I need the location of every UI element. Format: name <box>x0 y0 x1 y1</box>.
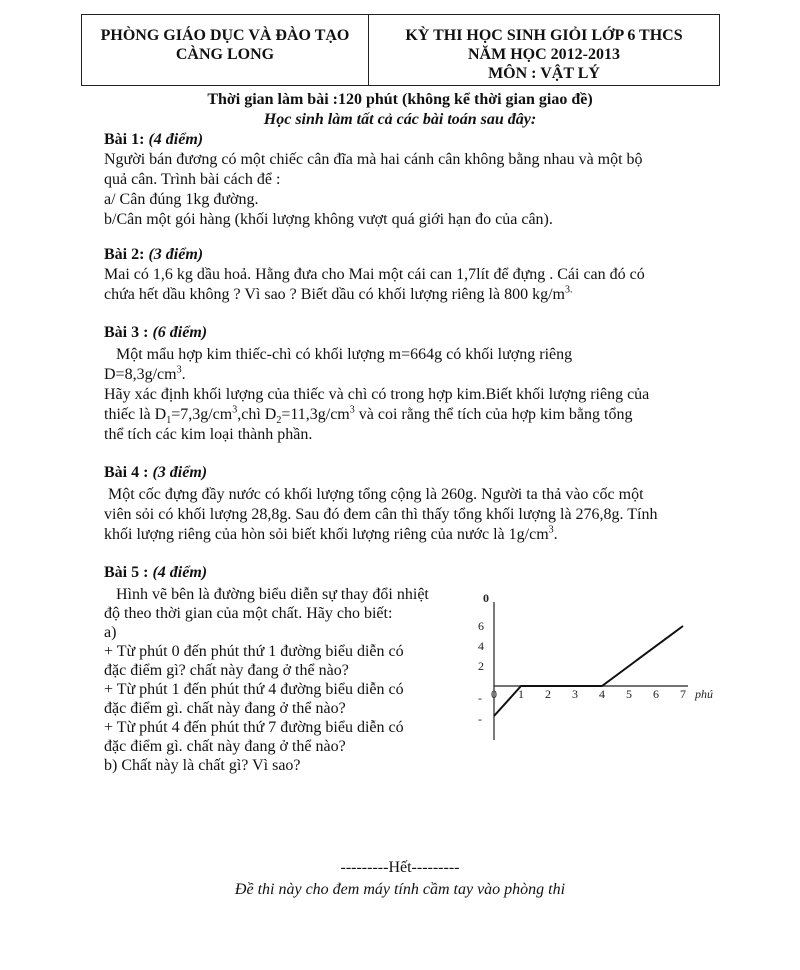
bai1-line: Người bán đương có một chiếc cân đĩa mà hai cánh cân không bằng nhau và một bộ <box>104 151 643 168</box>
bai5-heading <box>104 563 207 583</box>
bai3-text: ,chì D <box>237 406 277 423</box>
bai2-title: Bài 2: <box>104 246 145 263</box>
bai4-text: . <box>553 526 558 543</box>
bai5-line: a) <box>104 624 117 641</box>
superscript: 3 <box>548 524 554 536</box>
bai5-points: (4 điểm) <box>152 564 208 581</box>
instruction: Học sinh làm tất cả các bài toán sau đây: <box>263 111 537 128</box>
time-limit: Thời gian làm bài :120 phút (không kể thời gian giao đề) <box>207 91 593 108</box>
bai4-heading <box>104 463 207 483</box>
bai1-title: Bài 1: <box>104 131 145 148</box>
bai1-line: a/ Cân đúng 1kg đường. <box>104 191 259 208</box>
bai4-line: Một cốc đựng đầy nước có khối lượng tổng cộng là 260g. Người ta thả vào cốc một <box>104 486 644 503</box>
bai1-line: b/Cân một gói hàng (khối lượng không vượt quá giới hạn đo của cân). <box>104 211 553 228</box>
bai3-title: Bài 3 : <box>104 324 149 341</box>
bai2-line: Mai có 1,6 kg dầu hoả. Hằng đưa cho Mai một cái can 1,7lít để đựng . Cái can đó có <box>104 266 645 283</box>
end-marker: ---------Hết--------- <box>340 859 460 876</box>
header-right <box>369 15 719 85</box>
superscript: 3 <box>349 404 355 416</box>
temperature-line <box>494 626 683 716</box>
bai3-text: thiếc là D <box>104 406 167 423</box>
x-tick-label: 6 <box>653 687 659 701</box>
bai3-line <box>104 365 186 385</box>
y-tick-label: - <box>478 691 482 705</box>
bai2-points: (3 điểm) <box>148 246 204 263</box>
bai5-line: + Từ phút 4 đến phút thứ 7 đường biểu diễn có <box>104 719 404 736</box>
superscript: 3 <box>232 404 238 416</box>
y-axis-label: 0 <box>483 591 489 605</box>
bai3-heading <box>104 323 207 343</box>
bai4-points: (3 điểm) <box>152 464 208 481</box>
bai3-line: Một mẩu hợp kim thiếc-chì có khối lượng m=664g có khối lượng riêng <box>104 346 573 363</box>
bai1-line: quả cân. Trình bài cách để : <box>104 171 281 188</box>
x-tick-label: 4 <box>599 687 605 701</box>
bai3-text: =7,3g/cm <box>171 406 233 423</box>
bai3-line: Hãy xác định khối lượng của thiếc và chì có trong hợp kim.Biết khối lượng riêng của <box>104 386 650 403</box>
x-tick-label: 7 <box>680 687 686 701</box>
district-name: CÀNG LONG <box>175 46 275 63</box>
bai5-line: đặc điểm gì. chất này đang ở thể nào? <box>104 738 346 755</box>
x-tick-label: 3 <box>572 687 578 701</box>
x-axis-label: phú <box>695 687 713 701</box>
footer-note: Đề thi này cho đem máy tính cầm tay vào phòng thi <box>234 881 566 898</box>
bai2-text: chứa hết dầu không ? Vì sao ? Biết dầu có khối lượng riêng là 800 kg/m <box>104 286 565 303</box>
department-name: PHÒNG GIÁO DỤC VÀ ĐÀO TẠO <box>100 27 350 44</box>
bai3-text: . <box>181 366 186 383</box>
x-tick-label: 5 <box>626 687 632 701</box>
bai2-line <box>104 285 572 305</box>
bai5-title: Bài 5 : <box>104 564 149 581</box>
bai4-line: viên sỏi có khối lượng 28,8g. Sau đó đem cân thì thấy tổng khối lượng là 276,8g. Tính <box>104 506 658 523</box>
bai5-line: + Từ phút 1 đến phút thứ 4 đường biểu diễn có <box>104 681 404 698</box>
bai5-line: Hình vẽ bên là đường biểu diễn sự thay đổi nhiệt <box>104 586 429 603</box>
subscript: 1 <box>166 415 172 427</box>
bai3-text: và coi rằng thể tích của hợp kim bằng tổng <box>354 406 633 423</box>
superscript: 3 <box>176 364 182 376</box>
bai1-points: (4 điểm) <box>148 131 204 148</box>
temperature-time-chart <box>470 590 713 745</box>
chart-ticks <box>478 591 713 726</box>
y-tick-label: - <box>478 712 482 726</box>
school-year: NĂM HỌC 2012-2013 <box>468 46 620 63</box>
bai4-line <box>104 525 558 545</box>
bai2-heading <box>104 245 203 265</box>
bai5-line: đặc điểm gì? chất này đang ở thể nào? <box>104 662 349 679</box>
bai3-line <box>104 405 632 425</box>
bai5-line: độ theo thời gian của một chất. Hãy cho biết: <box>104 605 393 622</box>
bai1-heading <box>104 130 203 150</box>
exam-header <box>81 14 720 86</box>
exam-name: KỲ THI HỌC SINH GIỎI LỚP 6 THCS <box>405 27 683 44</box>
header-left <box>82 15 369 85</box>
x-tick-label: 1 <box>518 687 524 701</box>
y-tick-label: 2 <box>478 659 484 673</box>
bai4-text: khối lượng riêng của hòn sỏi biết khối lượng riêng của nước là 1g/cm <box>104 526 549 543</box>
subscript: 2 <box>276 415 282 427</box>
y-tick-label: 6 <box>478 619 484 633</box>
bai5-line: đặc điểm gì. chất này đang ở thể nào? <box>104 700 346 717</box>
bai5-line: + Từ phút 0 đến phút thứ 1 đường biểu diễn có <box>104 643 404 660</box>
subject: MÔN : VẬT LÝ <box>488 65 600 82</box>
bai3-points: (6 điểm) <box>152 324 208 341</box>
y-tick-label: 4 <box>478 639 484 653</box>
chart-axes <box>494 602 688 740</box>
bai3-line: thể tích các kim loại thành phần. <box>104 426 313 443</box>
bai4-title: Bài 4 : <box>104 464 149 481</box>
bai5-line: b) Chất này là chất gì? Vì sao? <box>104 757 301 774</box>
bai3-text: =11,3g/cm <box>281 406 350 423</box>
x-tick-label: 2 <box>545 687 551 701</box>
x-tick-label: 0 <box>491 687 497 701</box>
chart-series <box>494 626 683 716</box>
bai3-text: D=8,3g/cm <box>104 366 177 383</box>
superscript: 3. <box>564 284 573 296</box>
